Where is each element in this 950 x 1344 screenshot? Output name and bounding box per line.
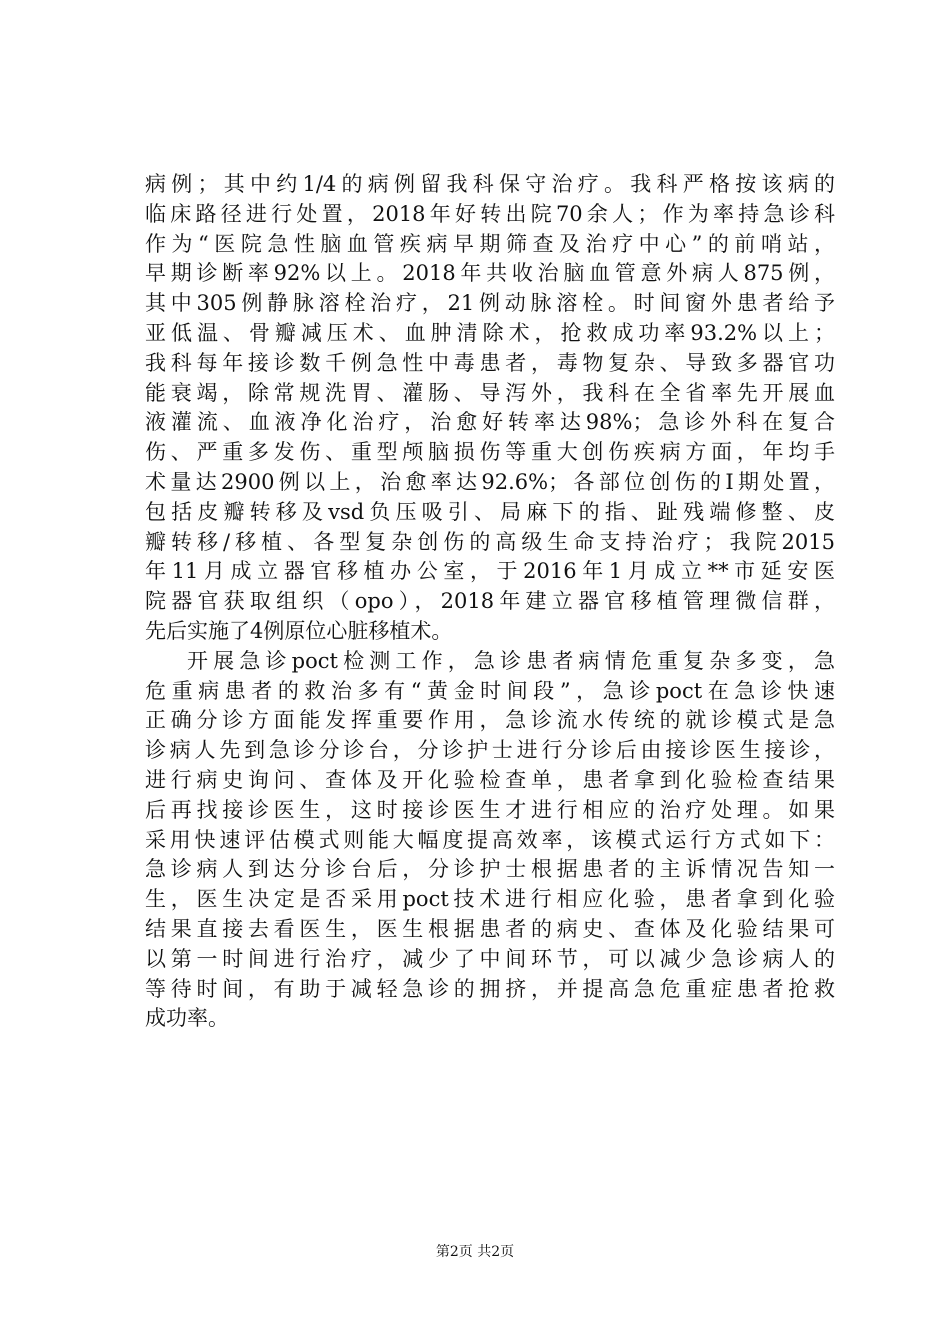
text-line: 病例；其中约1/4的病例留我科保守治疗。我科严格按该病的 bbox=[145, 172, 835, 196]
text-line: 亚低温、骨瓣减压术、血肿清除术，抢救成功率93.2%以上； bbox=[145, 320, 835, 345]
text-line: 院器官获取组织（opo），2018年建立器官移植管理微信群， bbox=[145, 589, 835, 614]
text-line: 成功率。 bbox=[145, 1006, 229, 1031]
text-line: 以第一时间进行治疗，减少了中间环节，可以减少急诊病人的 bbox=[145, 946, 835, 971]
text-line: 其中305例静脉溶栓治疗，21例动脉溶栓。时间窗外患者给予 bbox=[145, 291, 835, 316]
text-line: 危重病患者的救治多有“黄金时间段”，急诊poct在急诊快速 bbox=[145, 678, 835, 703]
text-line: 能衰竭，除常规洗胃、灌肠、导泻外，我科在全省率先开展血 bbox=[145, 380, 835, 405]
text-line: 进行病史询问、查体及开化验检查单，患者拿到化验检查结果 bbox=[145, 767, 835, 792]
text-line: 我科每年接诊数千例急性中毒患者，毒物复杂、导致多器官功 bbox=[145, 350, 835, 375]
page-footer bbox=[0, 1241, 950, 1261]
text-line: 包括皮瓣转移及vsd负压吸引、局麻下的指、趾残端修整、皮 bbox=[145, 499, 835, 524]
text-line: 作为“医院急性脑血管疾病早期筛查及治疗中心”的前哨站， bbox=[145, 231, 835, 256]
paragraph bbox=[145, 170, 835, 647]
text-line: 等待时间，有助于减轻急诊的拥挤，并提高急危重症患者抢救 bbox=[145, 976, 835, 1001]
text-line: 早期诊断率92%以上。2018年共收治脑血管意外病人875例， bbox=[145, 261, 835, 286]
text-line: 术量达2900例以上，治愈率达92.6%；各部位创伤的Ⅰ期处置， bbox=[145, 469, 835, 494]
text-line: 结果直接去看医生，医生根据患者的病史、查体及化验结果可 bbox=[145, 916, 835, 941]
text-line: 诊病人先到急诊分诊台，分诊护士进行分诊后由接诊医生接诊， bbox=[145, 738, 835, 763]
paragraph bbox=[145, 647, 835, 1034]
page-number: 第2页 共2页 bbox=[435, 1244, 515, 1260]
text-line: 正确分诊方面能发挥重要作用，急诊流水传统的就诊模式是急 bbox=[145, 708, 835, 733]
text-line: 伤、严重多发伤、重型颅脑损伤等重大创伤疾病方面，年均手 bbox=[145, 440, 835, 465]
text-line: 开展急诊poct检测工作，急诊患者病情危重复杂多变，急 bbox=[187, 648, 835, 673]
text-line: 瓣转移/移植、各型复杂创伤的高级生命支持治疗；我院2015 bbox=[145, 529, 835, 554]
text-line: 急诊病人到达分诊台后，分诊护士根据患者的主诉情况告知一 bbox=[145, 857, 835, 882]
text-line: 先后实施了4例原位心脏移植术。 bbox=[145, 618, 453, 643]
text-line: 临床路径进行处置，2018年好转出院70余人；作为率持急诊科 bbox=[145, 201, 835, 226]
text-line: 采用快速评估模式则能大幅度提高效率，该模式运行方式如下： bbox=[145, 827, 835, 852]
text-line: 生，医生决定是否采用poct技术进行相应化验，患者拿到化验 bbox=[145, 887, 835, 912]
text-line: 后再找接诊医生，这时接诊医生才进行相应的治疗处理。如果 bbox=[145, 797, 835, 822]
text-line: 液灌流、血液净化治疗，治愈好转率达98%；急诊外科在复合 bbox=[145, 410, 835, 435]
document-body bbox=[145, 170, 835, 1034]
text-line: 年11月成立器官移植办公室，于2016年1月成立**市延安医 bbox=[145, 559, 835, 584]
